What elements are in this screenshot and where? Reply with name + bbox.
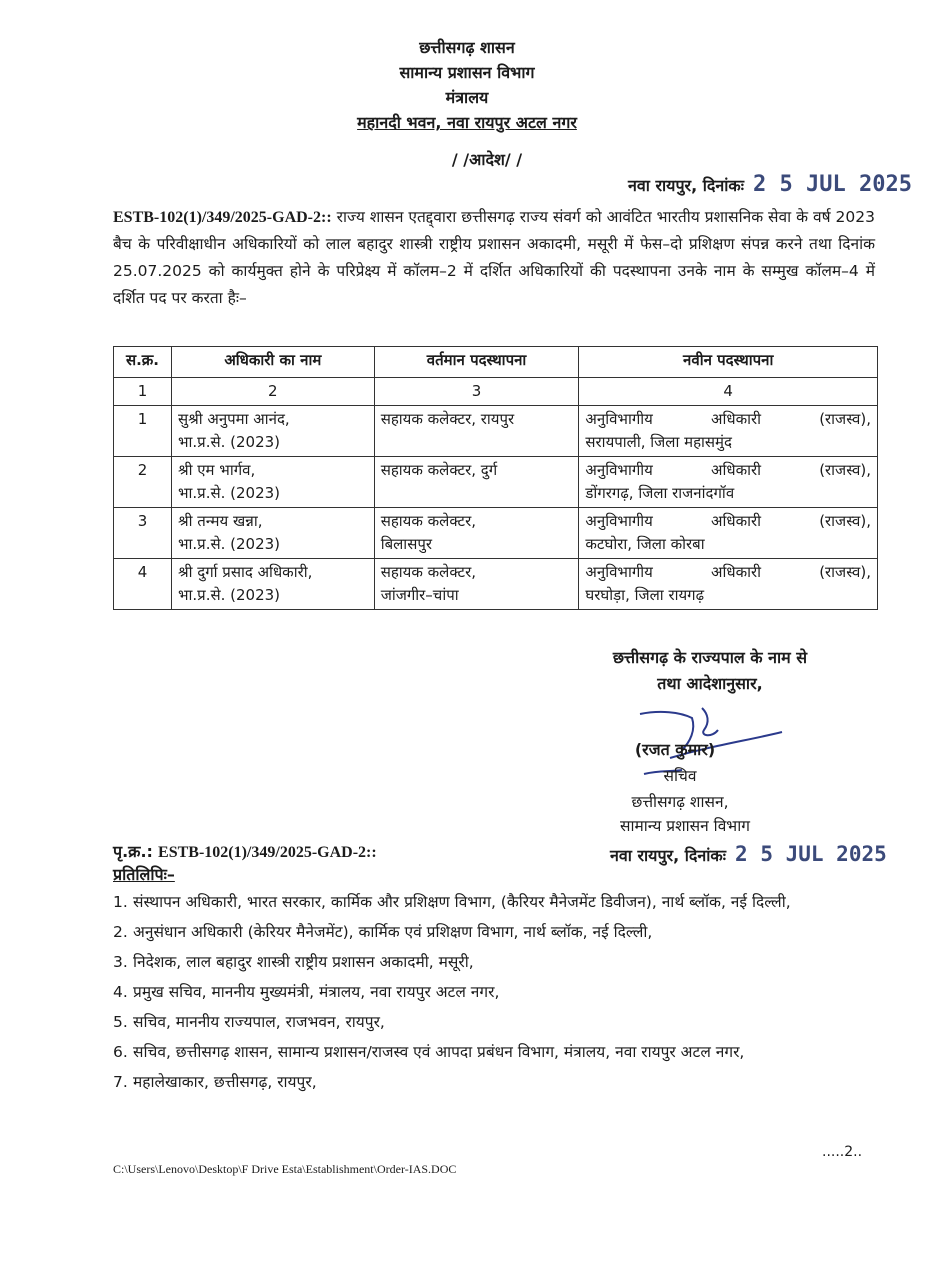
date-stamp: 2 5 JUL 2025	[753, 172, 912, 197]
row-current-posting: सहायक कलेक्टर, दुर्ग	[374, 457, 579, 508]
order-text: राज्य शासन एतद्द्वारा छत्तीसगढ़ राज्य संवर्ग को आवंटित भारतीय प्रशासनिक सेवा के वर्ष 2023 बैच के परिवीक्षाधीन अधिकारियों को लाल बहादुर शास्त्री राष्ट्रीय प्रशासन अकादमी, मसूरी में फेस–दो प्रशिक्षण संपन्न करने तथा दिनांक 25.07.2025 को कार्यमुक्त होने के परिप्रेक्ष्य में कॉलम–2 में दर्शित अधिकारियों की पदस्थापना उनके नाम के सम्मुख कॉलम–4 में दर्शित पद पर करता हैः–	[113, 208, 875, 307]
row-sno: 3	[114, 508, 172, 559]
date-line	[628, 172, 912, 197]
list-item: 3. निदेशक, लाल बहादुर शास्त्री राष्ट्रीय प्रशासन अकादमी, मसूरी,	[113, 953, 474, 971]
order-paragraph	[113, 204, 875, 312]
column-number: 4	[579, 378, 878, 406]
row-sno: 2	[114, 457, 172, 508]
signatory-name: (रजत कुमार)	[634, 740, 716, 759]
header-address: महानदी भवन, नवा रायपुर अटल नगर	[357, 113, 577, 132]
signatory-department: सामान्य प्रशासन विभाग	[620, 817, 750, 835]
header-department: सामान्य प्रशासन विभाग	[399, 63, 535, 82]
row-current-posting: सहायक कलेक्टर, रायपुर	[374, 406, 579, 457]
endorsement-date-label: नवा रायपुर, दिनांकः	[610, 846, 726, 865]
row-new-posting: अनुविभागीय अधिकारी (राजस्व), सरायपाली, जिला महासमुंद	[579, 406, 878, 457]
table-header-row	[114, 347, 878, 378]
row-new-posting: अनुविभागीय अधिकारी (राजस्व), डोंगरगढ़, जिला राजनांदगॉव	[579, 457, 878, 508]
signatory-govt: छत्तीसगढ़ शासन,	[631, 793, 729, 811]
endorsement-line	[113, 840, 377, 862]
list-item: 6. सचिव, छत्तीसगढ़ शासन, सामान्य प्रशासन/राजस्व एवं आपदा प्रबंधन विभाग, मंत्रालय, नवा रायपुर अटल नगर,	[113, 1043, 745, 1061]
list-item: 7. महालेखाकार, छत्तीसगढ़, रायपुर,	[113, 1073, 317, 1091]
date-label: नवा रायपुर, दिनांकः	[628, 176, 744, 195]
list-item: 5. सचिव, माननीय राज्यपाल, राजभवन, रायपुर,	[113, 1013, 385, 1031]
column-number: 2	[171, 378, 374, 406]
authority-line-2: तथा आदेशानुसार,	[657, 674, 763, 693]
table-row	[114, 457, 878, 508]
copy-to-label: प्रतिलिपिः–	[113, 865, 175, 884]
column-number: 1	[114, 378, 172, 406]
signatory-designation: सचिव	[663, 767, 697, 785]
posting-table	[113, 346, 878, 610]
authority-line-1: छत्तीसगढ़ के राज्यपाल के नाम से	[612, 648, 808, 667]
table-row	[114, 406, 878, 457]
row-sno: 1	[114, 406, 172, 457]
order-title: / /आदेश/ /	[451, 150, 523, 169]
list-item: 1. संस्थापन अधिकारी, भारत सरकार, कार्मिक और प्रशिक्षण विभाग, (कैरियर मैनेजमेंट डिवीजन), नार्थ ब्लॉक, नई दिल्ली,	[113, 893, 791, 911]
column-number-row	[114, 378, 878, 406]
column-number: 3	[374, 378, 579, 406]
row-officer-name: सुश्री अनुपमा आनंद, भा.प्र.से. (2023)	[171, 406, 374, 457]
row-sno: 4	[114, 559, 172, 610]
endorsement-date	[610, 842, 887, 866]
row-new-posting: अनुविभागीय अधिकारी (राजस्व), कटघोरा, जिला कोरबा	[579, 508, 878, 559]
table-row	[114, 559, 878, 610]
row-current-posting: सहायक कलेक्टर, बिलासपुर	[374, 508, 579, 559]
header-sno: स.क्र.	[114, 347, 172, 378]
order-number: ESTB-102(1)/349/2025-GAD-2::	[113, 209, 332, 226]
endorsement-date-stamp: 2 5 JUL 2025	[735, 842, 887, 866]
row-new-posting: अनुविभागीय अधिकारी (राजस्व), घरघोड़ा, जिला रायगढ़	[579, 559, 878, 610]
page-continuation-marker: .....2..	[822, 1144, 863, 1160]
list-item: 2. अनुसंधान अधिकारी (केरियर मैनेजमेंट), कार्मिक एवं प्रशिक्षण विभाग, नार्थ ब्लॉक, नई दिल्ली,	[113, 923, 653, 941]
list-item: 4. प्रमुख सचिव, माननीय मुख्यमंत्री, मंत्रालय, नवा रायपुर अटल नगर,	[113, 983, 500, 1001]
file-path: C:\Users\Lenovo\Desktop\F Drive Esta\Establishment\Order-IAS.DOC	[113, 1162, 457, 1176]
table-row	[114, 508, 878, 559]
header-officer-name: अधिकारी का नाम	[171, 347, 374, 378]
header-ministry: मंत्रालय	[445, 88, 489, 107]
header-govt: छत्तीसगढ़ शासन	[419, 38, 515, 57]
row-officer-name: श्री तन्मय खन्ना, भा.प्र.से. (2023)	[171, 508, 374, 559]
header-current-posting: वर्तमान पदस्थापना	[374, 347, 579, 378]
row-officer-name: श्री दुर्गा प्रसाद अधिकारी, भा.प्र.से. (2023)	[171, 559, 374, 610]
row-officer-name: श्री एम भार्गव, भा.प्र.से. (2023)	[171, 457, 374, 508]
header-new-posting: नवीन पदस्थापना	[579, 347, 878, 378]
endorsement-label: पृ.क्र.:	[113, 842, 153, 861]
copy-list	[113, 890, 883, 1100]
row-current-posting: सहायक कलेक्टर, जांजगीर–चांपा	[374, 559, 579, 610]
endorsement-number: ESTB-102(1)/349/2025-GAD-2::	[158, 844, 377, 861]
